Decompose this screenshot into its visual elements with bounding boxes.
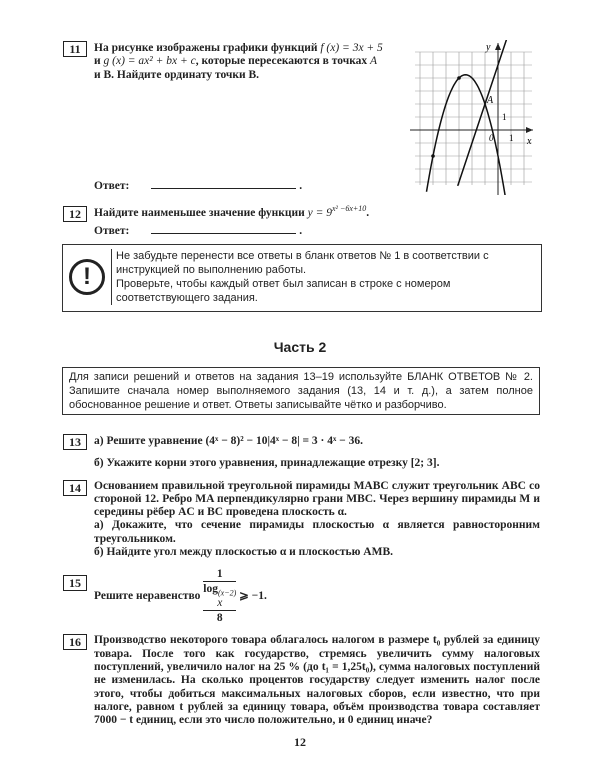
point-dot (431, 154, 435, 158)
answer-label: Ответ: (94, 225, 130, 237)
answer-label: Ответ: (94, 180, 130, 192)
answer-11: Ответ: . (94, 180, 303, 192)
t14-a: а) Докажите, что сечение пирамиды плоскостью α является равносторонним треугольником. (94, 519, 540, 545)
numerator: 1 (203, 567, 236, 582)
y-axis-arrow-icon (495, 43, 501, 50)
graph-grid (415, 52, 535, 185)
task-16-text: Производство некоторого товара облагалось налогом в размере t₀ рублей за единицу товара. После того как государство, стремясь увеличить сумму налоговых поступлений, увеличило налог на 25 % (до t₁ = 1,25t₀), сумма налоговых поступлений не изменилась. На сколько процентов государству следует изменить налог после этого, чтобы добиться максимальных налоговых сборов, если известно, что при налоге, равном t рублей за единицу товара, объём производства товара составляет 7000 − t единиц, если это число положительно, и 0 единиц иначе? (94, 634, 540, 727)
t14-text: Основанием правильной треугольной пирамиды MABC служит треугольник ABC со стороной 12. Ребро MA перпендикулярно грани MBC. Через вершину пирамиды M и середины рёбер AC и BC проведена плоскость α. (94, 479, 540, 519)
task-number-14: 14 (63, 480, 87, 496)
denominator (203, 582, 236, 625)
function-graph (410, 40, 535, 195)
answer-field[interactable] (151, 178, 296, 189)
y-tick-1: 1 (502, 112, 507, 122)
task-number-15: 15 (63, 575, 87, 591)
answer-12: Ответ: . (94, 225, 303, 237)
page-number: 12 (294, 735, 306, 750)
task-15-text (94, 567, 540, 625)
arg-den: 8 (216, 612, 223, 625)
t11-l3: и B. Найдите ординату точки B. (94, 68, 260, 81)
t14-b: б) Найдите угол между плоскостью α и плоскостью AMB. (94, 546, 393, 559)
exclamation-icon: ! (69, 259, 105, 295)
task-15 (0, 567, 600, 625)
task-16 (0, 633, 600, 727)
task-13 (0, 433, 600, 471)
notice-text-1: Не забудьте перенести все ответы в бланк ответов № 1 в соответствии с инструкцией по выполнению работы. (116, 250, 489, 276)
task-number-13: 13 (63, 434, 87, 450)
task-number-16: 16 (63, 634, 87, 650)
origin-label: 0 (489, 133, 494, 143)
part-2-tasks (0, 433, 600, 758)
part-2-instructions: Для записи решений и ответов на задания 13–19 используйте БЛАНК ОТВЕТОВ № 2. Запишите сначала номер выполняемого задания (13, 14 и т. д.), а затем полное обоснованное решение и ответ. Ответы записывайте чётко и разборчиво. (62, 367, 540, 415)
t11-l2a: и (94, 55, 104, 68)
part-2-title: Часть 2 (273, 339, 327, 355)
task-13-b: б) Укажите корни этого уравнения, принадлежащие отрезку [2; 3]. (94, 457, 440, 470)
t11-A: A (370, 55, 378, 68)
task-number-12: 12 (63, 206, 87, 222)
parabola-g (427, 75, 506, 195)
x-label: x (527, 136, 532, 147)
task-number-11: 11 (63, 41, 87, 57)
notice-box (62, 244, 542, 312)
arg-num: x (203, 596, 236, 611)
notice-text (111, 249, 541, 305)
task-12-text (94, 204, 540, 220)
t12-exp: x² −6x+10 (332, 204, 367, 214)
t11-l2b: , которые пересекаются в точках (195, 55, 371, 68)
task-11-text (94, 42, 404, 82)
task-13-a: а) Решите уравнение (4ˣ − 8)² − 10|4ˣ − 8| = 3 · 4ˣ − 36. (94, 435, 363, 447)
point-a-label: A (487, 95, 494, 106)
t12-formula: y = 9 (307, 207, 332, 219)
task-14-text (94, 479, 540, 560)
notice-text-2: Проверьте, чтобы каждый ответ был записан в строке с номером соответствующего задания. (116, 278, 451, 304)
t12-end: . (366, 207, 370, 219)
fraction (203, 567, 236, 625)
t11-l1: На рисунке изображены графики функций (94, 42, 321, 54)
x-tick-1: 1 (509, 133, 514, 143)
log-base: (x−2) (217, 588, 237, 598)
log: log (203, 583, 218, 596)
x-axis-arrow-icon (526, 127, 533, 133)
t11-g: g (x) = ax² + bx + c (103, 55, 196, 68)
y-label: y (486, 42, 491, 53)
answer-field[interactable] (151, 223, 296, 234)
t12-text: Найдите наименьшее значение функции (94, 207, 308, 219)
t11-f: f (x) = 3x + 5 (320, 42, 383, 54)
t15-rhs: ⩾ −1. (239, 590, 267, 603)
point-vertex-dot (457, 76, 461, 80)
arg-fraction (203, 596, 236, 625)
task-14 (0, 479, 600, 560)
t15-text: Решите неравенство (94, 590, 201, 603)
